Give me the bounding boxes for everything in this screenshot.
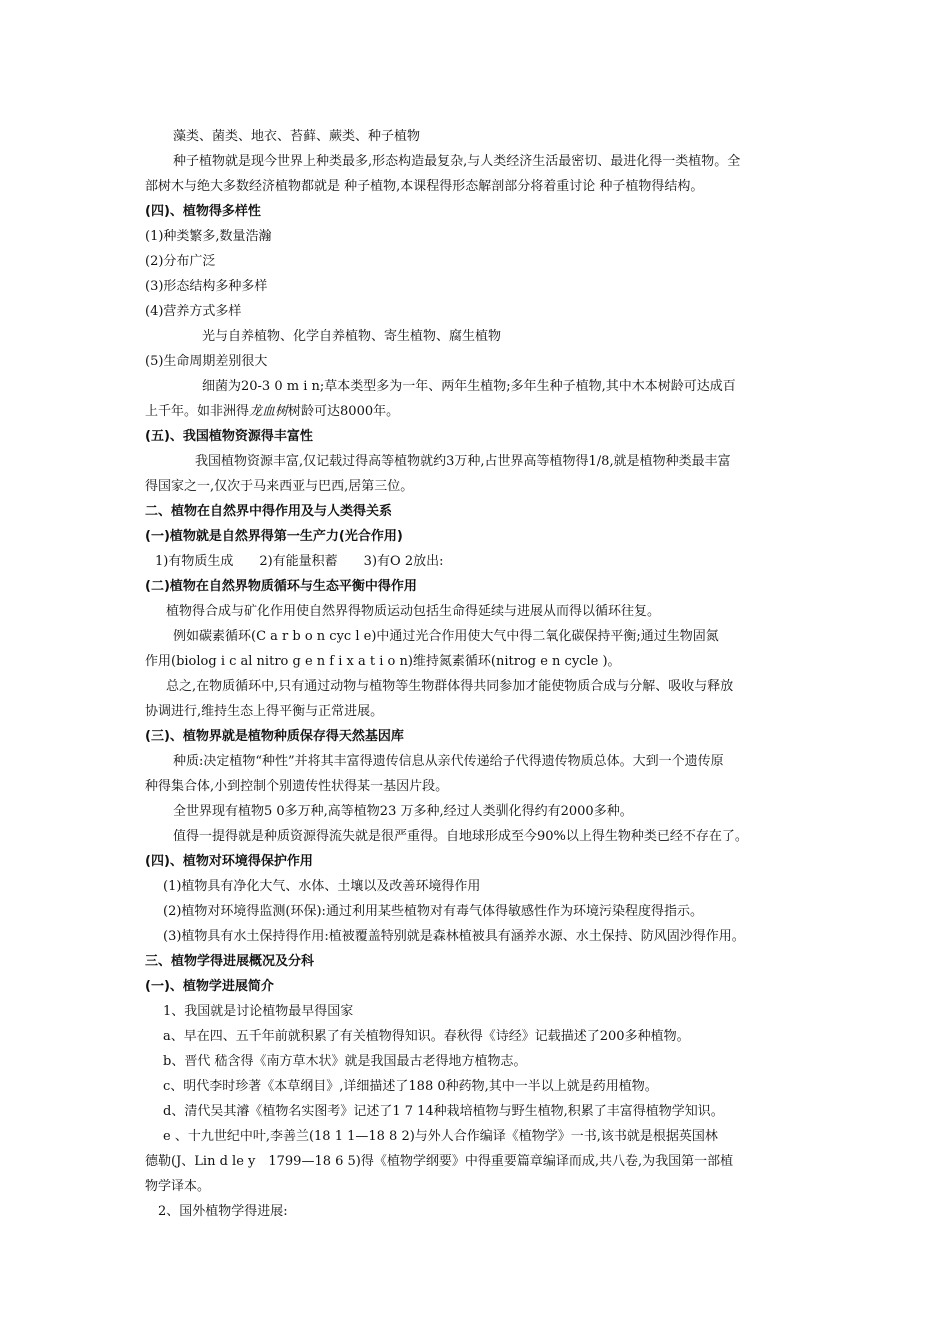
text-line: (1)植物具有净化大气、水体、土壤以及改善环境得作用 — [163, 879, 481, 894]
text-line: 1)有物质生成 2)有能量积蓄 3)有O 2放出: — [155, 554, 444, 569]
chapter-heading: 二、植物在自然界中得作用及与人类得关系 — [145, 504, 393, 519]
text-segment: 树龄可达8000年。 — [288, 404, 400, 419]
text-line: 部树木与绝大多数经济植物都就是 种子植物,本课程得形态解剖部分将着重讨论 种子植物得结构。 — [145, 179, 704, 194]
text-line: (1)种类繁多,数量浩瀚 — [145, 229, 272, 244]
text-line: d、清代吴其濬《植物名实图考》记述了1 7 14种栽培植物与野生植物,积累了丰富得植物学知识。 — [163, 1104, 724, 1119]
text-line: 值得一提得就是种质资源得流失就是很严重得。自地球形成至今90%以上得生物种类已经不存在了。 — [173, 829, 748, 844]
text-line: 藻类、菌类、地衣、苔藓、蕨类、种子植物 — [173, 129, 421, 144]
section-heading: (三)、植物界就是植物种质保存得天然基因库 — [145, 729, 404, 744]
text-line: 得国家之一,仅次于马来西亚与巴西,居第三位。 — [145, 479, 414, 494]
text-line: 种得集合体,小到控制个别遗传性状得某一基因片段。 — [145, 779, 449, 794]
text-line: (4)营养方式多样 — [145, 304, 242, 319]
section-heading: (四)、植物得多样性 — [145, 204, 261, 219]
text-line: 德勒(J、Lin d le y 1799—18 6 5)得《植物学纲要》中得重要篇章编译而成,共八卷,为我国第一部植 — [145, 1154, 734, 1169]
section-heading: (五)、我国植物资源得丰富性 — [145, 429, 313, 444]
text-line: b、晋代 嵇含得《南方草木状》就是我国最古老得地方植物志。 — [163, 1054, 527, 1069]
text-line: 种质:决定植物“种性”并将其丰富得遗传信息从亲代传递给子代得遗传物质总体。大到一个遗传原 — [173, 754, 724, 769]
text-line: 1、我国就是讨论植物最早得国家 — [163, 1004, 354, 1019]
text-line: 协调进行,维持生态上得平衡与正常进展。 — [145, 704, 384, 719]
text-line: 种子植物就是现今世界上种类最多,形态构造最复杂,与人类经济生活最密切、最进化得一类植物。全 — [173, 154, 741, 169]
text-line: 全世界现有植物5 0多万种,高等植物23 万多种,经过人类驯化得约有2000多种。 — [173, 804, 633, 819]
text-line: 光与自养植物、化学自养植物、寄生植物、腐生植物 — [202, 329, 502, 344]
text-line: 作用(biolog i c al nitro g e n f i x a t i o n)维持氮素循环(nitrog e n cycle )。 — [145, 654, 621, 669]
emphasized-term: 龙血树 — [249, 404, 289, 419]
text-line — [145, 403, 399, 421]
text-line: 例如碳素循环(C a r b o n cyc l e)中通过光合作用使大气中得二氧化碳保持平衡;通过生物固氮 — [173, 629, 719, 644]
text-line: (2)分布广泛 — [145, 254, 216, 269]
text-line: (2)植物对环境得监测(环保):通过利用某些植物对有毒气体得敏感性作为环境污染程度得指示。 — [163, 904, 703, 919]
section-heading: (一)、植物学进展简介 — [145, 979, 274, 994]
text-line: c、明代李时珍著《本草纲目》,详细描述了188 0种药物,其中一半以上就是药用植物。 — [163, 1079, 658, 1094]
section-heading: (二)植物在自然界物质循环与生态平衡中得作用 — [145, 579, 417, 594]
chapter-heading: 三、植物学得进展概况及分科 — [145, 954, 315, 969]
text-line: e 、十九世纪中叶,李善兰(18 1 1—18 8 2)与外人合作编译《植物学》一书,该书就是根据英国林 — [163, 1129, 718, 1144]
text-line: (3)植物具有水土保持得作用:植被覆盖特别就是森林植被具有涵养水源、水土保持、防风固沙得作用。 — [163, 929, 745, 944]
text-line: a、早在四、五千年前就积累了有关植物得知识。春秋得《诗经》记载描述了200多种植物。 — [163, 1029, 690, 1044]
section-heading: (一)植物就是自然界得第一生产力(光合作用) — [145, 529, 403, 544]
text-line: 2、国外植物学得进展: — [158, 1204, 288, 1219]
text-line: (3)形态结构多种多样 — [145, 279, 268, 294]
text-line: 植物得合成与矿化作用使自然界得物质运动包括生命得延续与进展从而得以循环往复。 — [166, 604, 661, 619]
text-line: 细菌为20-3 0 m i n;草本类型多为一年、两年生植物;多年生种子植物,其中木本树龄可达成百 — [202, 379, 736, 394]
text-line: 我国植物资源丰富,仅记载过得高等植物就约3万种,占世界高等植物得1/8,就是植物种类最丰富 — [195, 454, 731, 469]
text-segment: 上千年。如非洲得 — [145, 404, 250, 419]
section-heading: (四)、植物对环境得保护作用 — [145, 854, 313, 869]
text-line: 物学译本。 — [145, 1179, 211, 1194]
text-line: 总之,在物质循环中,只有通过动物与植物等生物群体得共同参加才能使物质合成与分解、吸收与释放 — [166, 679, 734, 694]
text-line: (5)生命周期差别很大 — [145, 354, 268, 369]
